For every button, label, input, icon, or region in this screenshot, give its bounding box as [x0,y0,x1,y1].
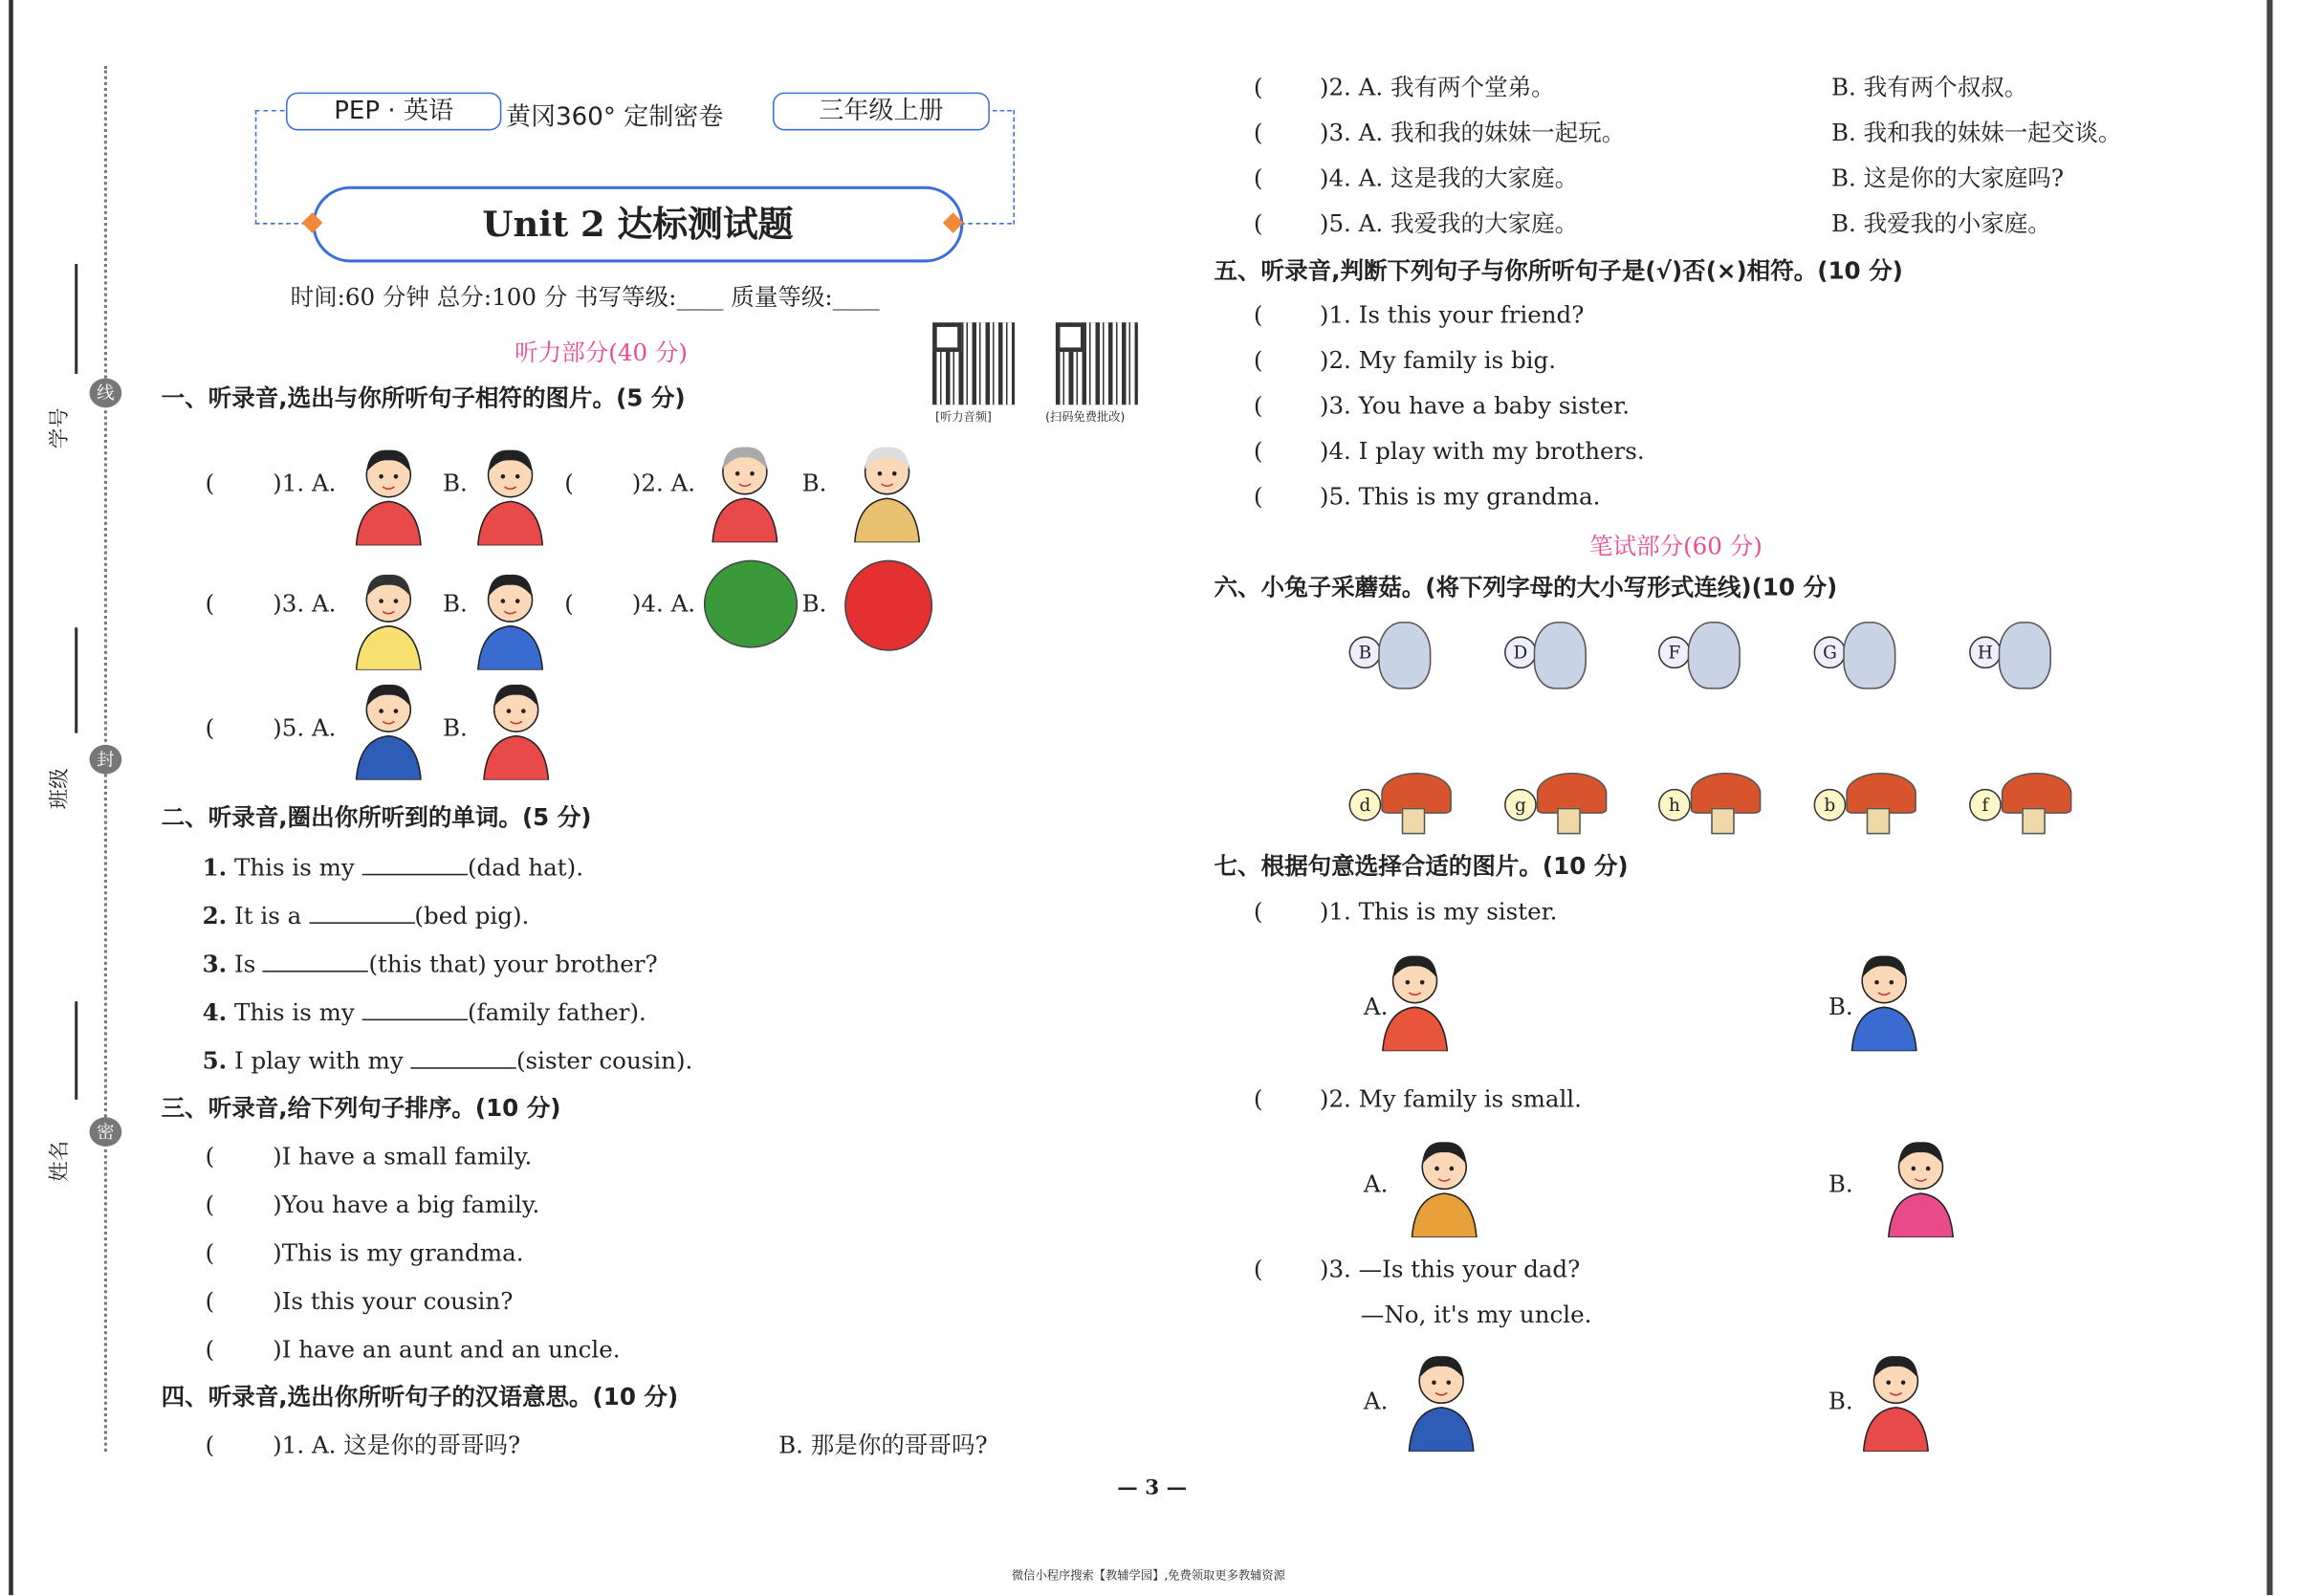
section-6-title: 六、小兔子采蘑菇。(将下列字母的大小写形式连线)(10 分) [1214,573,1838,601]
item-number: 1. [202,853,228,882]
fill-blank-item [203,853,583,883]
question-number: )3. A. [273,589,337,618]
scan-edge-left [9,0,13,1595]
brother-picture [1840,946,1928,1051]
letter-bubble: B [1349,636,1382,668]
section-3-title: 三、听录音,给下列句子排序。(10 分) [161,1093,561,1122]
question-number: )4. A. [631,589,696,618]
seal-mark: 密 [90,1117,122,1147]
option-b-label: B. [443,589,468,618]
option-b-label: B. [443,713,468,742]
option-b-label: B. [1828,1387,1853,1415]
class-label: 班级 [48,768,73,810]
letter-bubble: g [1504,789,1537,821]
woman-picture [472,674,560,779]
section-1-title: 一、听录音,选出与你所听句子相符的图片。(5 分) [161,383,686,412]
answer-paren[interactable]: ( [205,1190,215,1219]
rabbit-picture [1843,622,1895,689]
word-options: (bed pig). [414,901,530,930]
item-number: 2. [202,901,228,930]
answer-paren[interactable]: ( [205,713,215,742]
option-b-label: B. [1828,992,1853,1021]
choice-question: )1. This is my sister. [1319,897,1558,926]
answer-paren[interactable]: ( [564,589,574,618]
answer-paren[interactable]: ( [205,1287,215,1316]
name-field[interactable] [75,1001,77,1100]
class-field[interactable] [75,627,77,732]
exam-info: 时间:60 分钟 总分:100 分 书写等级:____ 质量等级:____ [290,282,880,312]
qr-code-audio[interactable] [932,322,1015,404]
ordering-item: )You have a big family. [273,1190,540,1219]
item-text: This is my [234,998,355,1027]
choice-question: )3. —Is this your dad? [1319,1255,1581,1283]
item-number: 3. [202,950,228,978]
grandma-picture [701,437,789,542]
grandpa-picture [843,437,931,542]
watermelon-picture [704,560,798,648]
answer-paren[interactable]: ( [205,589,215,618]
option-a-label: A. [1363,1387,1389,1415]
answer-paren[interactable]: ( [205,1431,215,1459]
qr-caption: [听力音频] [935,410,992,425]
seal-mark: 线 [90,379,122,408]
answer-blank[interactable] [362,1019,468,1021]
answer-paren[interactable]: ( [1253,1084,1263,1113]
answer-paren[interactable]: ( [1253,209,1263,238]
section-7-title: 七、根据句意选择合适的图片。(10 分) [1214,851,1629,880]
rabbit-picture [1999,622,2051,689]
letter-bubble: d [1349,789,1382,821]
item-text: This is my [234,853,355,882]
item-number: 4. [202,998,228,1027]
mushroom-stem [1711,808,1735,835]
mushroom-stem [1557,808,1581,835]
sister-picture [1371,946,1459,1051]
section-4-title: 四、听录音,选出你所听句子的汉语意思。(10 分) [161,1382,679,1410]
answer-blank[interactable] [263,971,368,973]
option-a-label: A. [1363,1170,1389,1198]
word-options: (sister cousin). [515,1046,693,1075]
ordering-item: )Is this your cousin? [273,1287,514,1316]
judge-item: )3. You have a baby sister. [1319,391,1631,420]
fill-blank-item [203,951,658,980]
man-picture [344,674,432,779]
student-id-field[interactable] [75,264,77,374]
seal-mark: 封 [90,745,122,775]
student-id-label: 学号 [48,407,73,449]
listening-section-label: 听力部分(40 分) [515,339,688,367]
choice-question-reply: —No, it's my uncle. [1360,1300,1592,1329]
letter-bubble: H [1969,636,2002,668]
baby-picture [344,564,432,669]
fill-blank-item [203,902,530,931]
brand-label: 黄冈360° 定制密卷 [505,102,724,132]
subject-box: PEP · 英语 [286,93,501,131]
translation-option-b: B. 我爱我的小家庭。 [1830,209,2051,238]
answer-blank[interactable] [309,922,414,924]
question-number: )5. A. [273,713,337,742]
judge-item: )2. My family is big. [1319,345,1557,374]
judge-item: )5. This is my grandma. [1319,482,1601,511]
answer-paren[interactable]: ( [205,1238,215,1267]
connector-dash [960,223,1012,225]
mushroom-stem [1867,808,1891,835]
translation-option-b: B. 我有两个叔叔。 [1830,73,2028,101]
translation-option-a: )2. A. 我有两个堂弟。 [1319,73,1555,101]
translation-option-a: )4. A. 这是我的大家庭。 [1319,164,1579,192]
ordering-item: )I have an aunt and an uncle. [273,1335,621,1364]
rabbit-picture [1688,622,1741,689]
connector-dash [255,110,285,112]
writing-section-label: 笔试部分(60 分) [1588,532,1763,560]
answer-paren[interactable]: ( [1253,897,1263,926]
boy-picture [467,440,555,545]
letter-bubble: f [1969,789,2002,821]
boy-glasses-picture [467,564,555,669]
fill-blank-item [203,998,646,1028]
letter-bubble: b [1814,789,1847,821]
answer-paren[interactable]: ( [205,469,215,497]
choice-question: )2. My family is small. [1319,1084,1582,1113]
word-options: (family father). [467,998,646,1027]
man-picture [1397,1345,1485,1451]
translation-option-a: )3. A. 我和我的妹妹一起玩。 [1319,119,1626,147]
scan-edge-right [2266,0,2272,1595]
item-number: 5. [202,1046,228,1075]
rabbit-picture [1378,622,1431,689]
name-label: 姓名 [48,1140,73,1182]
translation-option-b: B. 这是你的大家庭吗? [1830,164,2065,192]
grade-box: 三年级上册 [773,93,990,131]
woman-picture [1851,1345,1939,1451]
answer-paren[interactable]: ( [1253,73,1263,101]
answer-paren[interactable]: ( [1253,164,1263,192]
answer-paren[interactable]: ( [1253,345,1263,374]
qr-caption: (扫码免费批改) [1045,410,1126,425]
item-text: It is a [234,901,302,930]
answer-paren[interactable]: ( [1253,300,1263,329]
answer-paren[interactable]: ( [205,1142,215,1170]
question-number: )1. A. [273,469,337,497]
question-number: )2. A. [631,469,696,497]
item-text: I play with my [234,1046,404,1075]
option-b-label: B. [443,469,468,497]
answer-paren[interactable]: ( [1253,119,1263,147]
answer-paren[interactable]: ( [1253,482,1263,511]
ordering-item: )This is my grandma. [273,1238,524,1267]
mushroom-stem [1402,808,1426,835]
ordering-item: )I have a small family. [273,1142,533,1170]
section-5-title: 五、听录音,判断下列句子与你所听句子是(√)否(×)相符。(10 分) [1214,256,1903,285]
translation-option-a: )5. A. 我爱我的大家庭。 [1319,209,1579,238]
qr-code-grading[interactable] [1056,322,1138,404]
item-text: Is [234,950,256,978]
answer-paren[interactable]: ( [205,1335,215,1364]
answer-paren[interactable]: ( [1253,1255,1263,1283]
mushroom-stem [2022,808,2046,835]
letter-bubble: D [1504,636,1537,668]
letter-bubble: F [1658,636,1691,668]
small-family-picture [1400,1132,1488,1237]
word-options: (dad hat). [467,853,583,882]
big-family-picture [1876,1132,1964,1237]
page-title: Unit 2 达标测试题 [313,186,964,263]
footer-note: 微信小程序搜索【教辅学园】,免费领取更多教辅资源 [1011,1568,1285,1583]
letter-bubble: h [1658,789,1691,821]
answer-paren[interactable]: ( [1253,436,1263,466]
option-b-label: B. [801,469,827,497]
judge-item: )1. Is this your friend? [1319,300,1585,329]
girl-picture [344,440,432,545]
translation-option-b: B. 那是你的哥哥吗? [778,1431,988,1459]
apple-picture [844,560,932,651]
fill-blank-item [203,1047,693,1077]
page-number: — 3 — [1117,1476,1188,1500]
answer-paren[interactable]: ( [564,469,574,497]
answer-blank[interactable] [411,1067,516,1069]
translation-option-b: B. 我和我的妹妹一起交谈。 [1830,119,2122,147]
option-b-label: B. [801,589,827,618]
judge-item: )4. I play with my brothers. [1319,436,1645,466]
answer-blank[interactable] [362,874,468,876]
section-2-title: 二、听录音,圈出你所听到的单词。(5 分) [161,803,592,832]
rabbit-picture [1534,622,1587,689]
option-a-label: A. [1363,992,1389,1021]
word-options: (this that) your brother? [368,950,658,978]
letter-bubble: G [1814,636,1847,668]
translation-option-a: )1. A. 这是你的哥哥吗? [273,1431,521,1459]
option-b-label: B. [1828,1170,1853,1198]
answer-paren[interactable]: ( [1253,391,1263,420]
